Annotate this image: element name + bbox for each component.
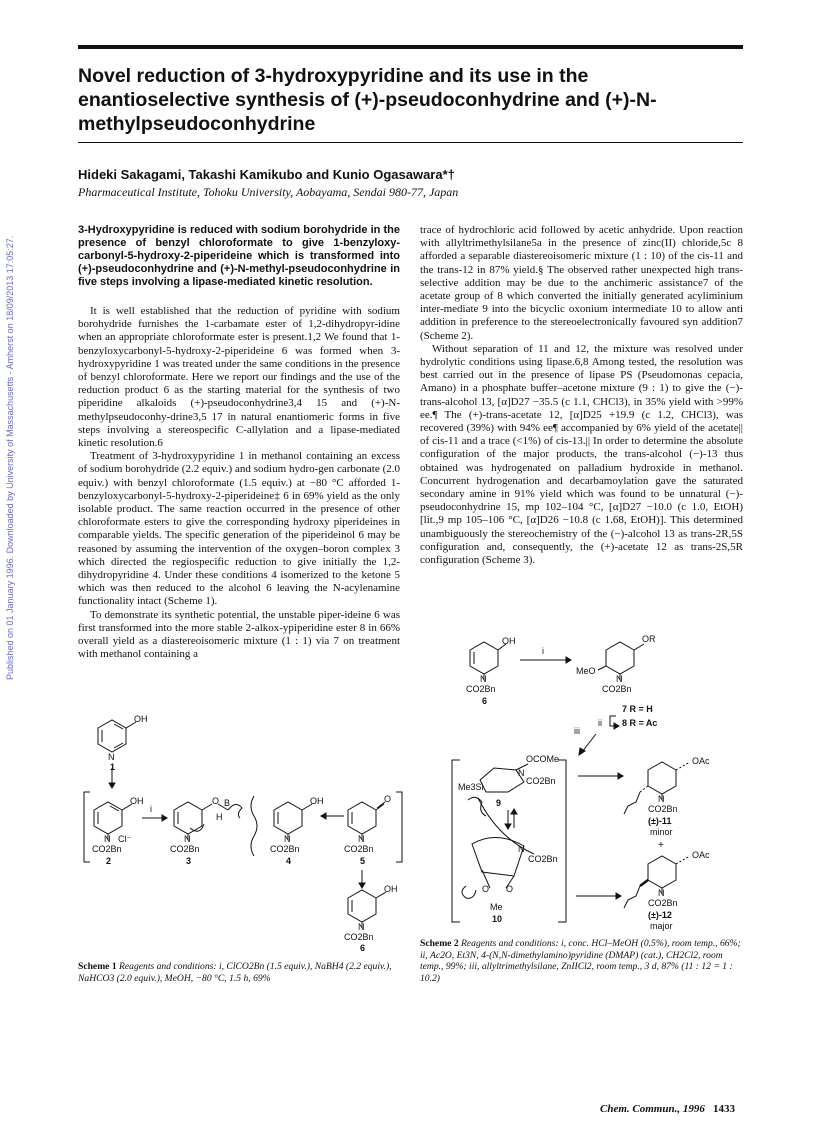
label-oh: OH	[502, 636, 516, 646]
authors: Hideki Sakagami, Takashi Kamikubo and Kunio Ogasawara*†	[78, 167, 455, 182]
label-o: O	[482, 884, 490, 894]
caption-label: Scheme 1	[78, 961, 117, 972]
paragraph: trace of hydrochloric acid followed by acetic anhydride. Upon reaction with allyltrimethylsilane5a in the presence of zinc(II) chloride,5c 8 afforded a separable diastereoisomeric mixture (1 : 10) of the cis-11 and the trans-12 in 87% yield.§ The observed rather unexpected high trans-selective addition may be due to the anchimeric assistance7 of the acetate group of 8 which converted the initially generated acyliminium inter-mediate 9 into the bicyclic oxonium intermediate 10 to allow anti addition in preference to the stereoelectronically favoured syn addition7 (Scheme 2).	[420, 224, 743, 342]
label-cbz: CO2Bn	[270, 844, 300, 854]
right-column	[420, 224, 743, 567]
compound-10: 10	[492, 914, 503, 924]
paragraph: It is well established that the reduction of pyridine with sodium borohydride furnishes the 1-carbamate ester of 1,2-dihydropyr-idine when an appropriate chloroformate ester is present.1,2 We found that 1-benzyloxycarbonyl-5-hydroxy-2-piperideine 6 was formed when 3-hydroxypyridine 1 was treated under the same conditions in the presence of benzyl chloroformate. Here we report our findings and the use of the reduction product 6 as the starting material for the synthesis of two piperidine alkaloids (+)-pseudoconhydrine3,4 15 and (+)-N-methylpseudoconhy-drine3,5 17 in natural enantiomeric forms in five steps involving a stereospecific C-allylation and a lipase-mediated kinetic resolution.6	[78, 305, 400, 450]
label-n: N	[658, 888, 665, 898]
compound-5: 5	[360, 856, 366, 866]
step-iii: iii	[574, 726, 580, 736]
title-rule	[78, 142, 743, 143]
label-n: N	[616, 674, 623, 684]
step-i: i	[150, 804, 152, 814]
label-n: N	[518, 768, 525, 778]
label-n: N	[284, 834, 291, 844]
compound-4: 4	[286, 856, 292, 866]
paragraph: To demonstrate its synthetic potential, the unstable piper-ideine 6 was first transformed into the more stable 2-alkox-ypiperidine ester 8 in 66% overall yield as a diastereoisomeric mixture (1 : 1) via 7 on treatment with methanol containing a	[78, 608, 400, 661]
compound-2: 2	[106, 856, 112, 866]
ring-12	[648, 856, 676, 888]
label-n: N	[104, 834, 111, 844]
label-meo: MeO	[576, 666, 596, 676]
label-cbz: CO2Bn	[526, 776, 556, 786]
compound-9: 9	[496, 798, 502, 808]
label-oac: OAc	[692, 850, 710, 860]
label-n: N	[658, 794, 665, 804]
label-n: N	[480, 674, 487, 684]
affiliation: Pharmaceutical Institute, Tohoku University, Aobayama, Sendai 980-77, Japan	[78, 185, 459, 199]
download-watermark: Published on 01 January 1996. Downloaded by University of Massachusetts - Amherst on 18/09/2013 17:05:27.	[5, 235, 15, 680]
compound-6: 6	[360, 943, 366, 953]
label-cbz: CO2Bn	[648, 898, 678, 908]
left-column	[78, 224, 400, 661]
label-cbz: CO2Bn	[528, 854, 558, 864]
label-me3si: Me3Si	[458, 782, 484, 792]
label-h: H	[216, 812, 223, 822]
label-oh: OH	[130, 796, 144, 806]
label-plus: +	[658, 840, 664, 851]
scheme-1-figure	[78, 700, 408, 955]
paragraph: Treatment of 3-hydroxypyridine 1 in methanol containing an excess of sodium borohydride (2.2 equiv.) and sodium hydro-gen carbonate (2.0 equiv.) with benzyl chloroformate (1.5 equiv.) at −80 °C afforded 1-benzyloxycarbonyl-5-hydroxy-2-piperideine‡ 6 in 69% yield as the only isolable product. The same reaction occurred in the presence of other chloroformate esters to give the corresponding hydroxy piperideines in comparable yields. The specific generation of the piperideinol 6 may be reasoned by assuming the intervention of the oxygen–boron complex 3 which directed the regiospecific reduction to give initially the 1,2-dihydropyridine 4. Under these conditions 4 isomerized to the ketone 5 which was then reduced to the alcohol 6 leaving the N-acylenamine functionality intact (Scheme 1).	[78, 450, 400, 608]
journal-footer: Chem. Commun., 1996	[600, 1103, 705, 1115]
label-oac: OAc	[692, 756, 710, 766]
abstract: 3-Hydroxypyridine is reduced with sodium borohydride in the presence of benzyl chloroformate to give 1-benzyloxy-carbonyl-5-hydroxy-2-piperideine which is transformed into (+)-pseudoconhydrine and (+)-N-methyl-pseudoconhydrine in five steps involving a lipase-mediated kinetic resolution.	[78, 224, 400, 288]
label-oh: OH	[310, 796, 324, 806]
ring-7-8	[606, 642, 634, 674]
label-oh: OH	[384, 884, 398, 894]
label-cbz: CO2Bn	[648, 804, 678, 814]
step-i: i	[542, 646, 544, 656]
page-number: 1433	[713, 1103, 735, 1115]
label-cbz: CO2Bn	[344, 844, 374, 854]
label-n: N	[184, 834, 191, 844]
compound-12: (±)-12	[648, 910, 672, 920]
ring-11	[648, 762, 676, 794]
compound-11: (±)-11	[648, 816, 672, 826]
caption-text: Reagents and conditions: i, conc. HCl–MeOH (0.5%), room temp., 66%; ii, Ac2O, Et3N, 4-(N,N-dimethylamino)pyridine (DMAP) (cat.), CH2Cl2, room temp., 99%; iii, allyltrimethylsilane, ZnIICl2, room temp., 3 d, 87% (11 : 12 = 1 : 10.2)	[420, 938, 741, 984]
label-o: O	[384, 794, 392, 804]
label-cl: Cl⁻	[118, 834, 132, 844]
label-cbz: CO2Bn	[344, 932, 374, 942]
label-o: O	[212, 796, 220, 806]
compound-3: 3	[186, 856, 192, 866]
compound-1: 1	[110, 762, 116, 772]
label-or: OR	[642, 634, 656, 644]
caption-text: Reagents and conditions: i, ClCO2Bn (1.5 equiv.), NaBH4 (2.2 equiv.), NaHCO3 (2.0 equiv.), MeOH, −80 °C, 1.5 h, 69%	[78, 961, 392, 984]
label-oh: OH	[134, 714, 148, 724]
article-title: Novel reduction of 3-hydroxypyridine and its use in the enantioselective synthesis of (+)-pseudoconhydrine and (+)-N-methylpseudoconhydrine	[78, 65, 657, 135]
label-major: major	[650, 921, 673, 931]
label-cbz: CO2Bn	[602, 684, 632, 694]
label-ocome: OCOMe	[526, 754, 560, 764]
compound-7: 7 R = H	[622, 704, 653, 714]
scheme-2-figure	[420, 630, 743, 932]
paragraph: Without separation of 11 and 12, the mixture was resolved under hydrolytic conditions using lipase.6,8 Among tested, the resolution was best carried out in the presence of lipase PS (Pseudomonas cepacia, Amano) in a phosphate buffer–acetone mixture (9 : 1) to give the (−)-trans-alcohol 13, [α]D27 −35.5 (c 1.1, CHCl3), in 35% yield with >99% ee.¶ The (+)-trans-acetate 12, [α]D25 +19.9 (c 1.2, CHCl3), was recovered (39%) with 94% ee¶ accompanied by 6% yield of the acetate|| of cis-11 and a trace (<1%) of cis-13.|| In order to determine the absolute configuration of the major products, the trans-alcohol (−)-13 thus obtained was hydrogenated on palladium hydroxide in methanol. Concurrent hydrogenation and decarbamoylation gave the saturated secondary amine in 91% yield which was found to be unnatural (−)-pseudoconhydrine 15, mp 102–104 °C, [α]D27 −10.0 (c 1.0, EtOH) [lit.,9 mp 105–106 °C, [α]D26 −10.8 (c 1.68, EtOH)]. This determined unambiguously the stereochemistry of the (−)-alcohol 13 as trans-2R,5S configuration and, consequently, the (+)-acetate 12 as trans-2S,5R configuration (Scheme 3).	[420, 342, 743, 567]
label-cbz: CO2Bn	[466, 684, 496, 694]
top-rule	[78, 45, 743, 49]
scheme-1-caption	[78, 961, 400, 984]
ring-10	[472, 837, 524, 876]
label-minor: minor	[650, 827, 673, 837]
compound-8: 8 R = Ac	[622, 718, 658, 728]
label-o: O	[506, 884, 514, 894]
scheme-1-structures	[78, 700, 408, 955]
label-cbz: CO2Bn	[170, 844, 200, 854]
caption-label: Scheme 2	[420, 938, 459, 949]
label-me: Me	[490, 902, 503, 912]
label-b: B	[224, 798, 231, 808]
label-n: N	[358, 922, 365, 932]
label-n: N	[358, 834, 365, 844]
scheme-2-structures	[420, 630, 743, 932]
label-n: N	[108, 752, 115, 762]
compound-6: 6	[482, 696, 488, 706]
label-cbz: CO2Bn	[92, 844, 122, 854]
step-ii: ii	[598, 718, 602, 728]
scheme-2-caption	[420, 938, 743, 984]
label-n: N	[518, 844, 525, 854]
